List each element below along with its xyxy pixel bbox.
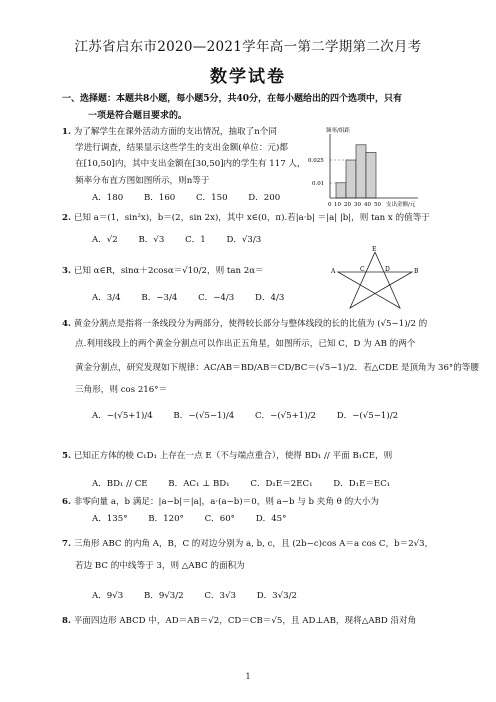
question-5-options xyxy=(92,478,408,490)
option-c: C．60° xyxy=(204,514,235,524)
question-4 xyxy=(62,318,427,330)
page-number: 1 xyxy=(245,672,251,681)
question-text: 已知正方体的棱 C₁D₁ 上存在一点 E（不与端点重合），使得 BD₁ // 平面 B₁CE，则 xyxy=(73,451,393,461)
option-a: A．√2 xyxy=(92,235,118,245)
question-4-line-2: 点.利用线段上的两个黄金分割点可以作出正五角星，如图所示，已知 C，D 为 AB 的两个 xyxy=(75,339,416,349)
question-text: 黄金分割点是指将一条线段分为两部分，使得较长部分与整体线段的长的比值为 (√5−1)/2 的 xyxy=(73,319,428,329)
question-number: 1. xyxy=(62,127,71,137)
question-4-line-3: 黄金分割点，研究发现如下规律：AC/AB＝BD/AB＝CD/BC＝(√5−1)/2．若△CDE 是顶角为 36°的等腰 xyxy=(75,363,479,373)
question-2 xyxy=(62,212,430,224)
question-number: 6. xyxy=(62,497,71,507)
question-1-line-3: 在[10,50]内，其中支出金额在[30,50]内的学生有 117 人， xyxy=(75,159,306,169)
option-d: D．4/3 xyxy=(255,293,285,303)
option-b: B．160 xyxy=(143,193,176,203)
option-b: B．120° xyxy=(148,514,184,524)
option-b: B．√3 xyxy=(138,235,165,245)
question-7-options xyxy=(92,590,315,602)
question-text: 已知 a＝(1，sin²x)，b＝(2，sin 2x)，其中 x∈(0，π).若|a·b| ＝|a| |b|，则 tan x 的值等于 xyxy=(73,213,430,223)
question-1-line-2: 学进行调查，结果显示这些学生的支出金额(单位：元)都 xyxy=(75,143,288,153)
y-tick-0025: 0.025 xyxy=(308,158,324,164)
question-8 xyxy=(62,615,416,627)
option-d: D．D₁E＝EC₁ xyxy=(333,479,391,489)
question-4-options xyxy=(92,410,416,422)
question-text: 非零向量 a，b 满足：|a−b|＝|a|，a·(a−b)＝0，则 a−b 与 b 夹角 θ 的大小为 xyxy=(73,497,379,507)
star-outline xyxy=(338,252,412,308)
exam-subtitle: 数学试卷 xyxy=(210,67,286,87)
question-number: 8. xyxy=(62,616,71,626)
question-text: 平面四边形 ABCD 中，AD＝AB＝√2，CD＝CB＝√5，且 AD⊥AB，现将△ABD 沿对角 xyxy=(73,616,417,626)
y-axis-label: 频率/组距 xyxy=(326,128,350,134)
question-3-options xyxy=(92,292,302,304)
question-6 xyxy=(62,496,379,508)
question-7-line-2: 若边 BC 的中线等于 3，则 △ABC 的面积为 xyxy=(75,561,245,571)
option-d: D．3√3/2 xyxy=(256,591,297,601)
question-4-line-4: 三角形，则 cos 216°＝ xyxy=(75,385,168,395)
option-d: D．45° xyxy=(255,514,287,524)
option-d: D．−(√5−1)/2 xyxy=(336,411,399,421)
question-5 xyxy=(62,450,392,462)
star-label-d: D xyxy=(385,266,390,273)
question-text: 三角形 ABC 的内角 A，B，C 的对边分别为 a, b, c，且 (2b−c)cos A＝a cos C，b＝2√3， xyxy=(73,539,434,549)
option-a: A．−(√5+1)/4 xyxy=(92,411,153,421)
option-d: D．√3/3 xyxy=(226,235,262,245)
star-label-c: C xyxy=(360,266,365,273)
pentagram-figure xyxy=(330,246,420,314)
section-heading-cont: 一项是符合题目要求的。 xyxy=(88,111,188,121)
question-number: 2. xyxy=(62,213,71,223)
star-label-a: A xyxy=(331,268,336,275)
exam-title: 江苏省启东市2020—2021学年高一第二学期第二次月考 xyxy=(74,39,422,55)
question-2-options xyxy=(92,234,279,246)
option-c: C．3√3 xyxy=(204,591,236,601)
question-number: 4. xyxy=(62,319,71,329)
question-1 xyxy=(62,126,277,138)
option-b: B．AC₁ ⊥ BD₁ xyxy=(168,479,230,489)
x-tick-20: 20 xyxy=(344,202,351,208)
star-label-e: E xyxy=(372,246,377,253)
x-tick-0: 0 xyxy=(328,202,332,208)
x-tick-40: 40 xyxy=(364,202,371,208)
star-label-b: B xyxy=(414,268,419,275)
x-axis-label: 支出金额/元 xyxy=(386,202,416,208)
question-text: 已知 α∈R，sinα＋2cosα＝√10/2，则 tan 2α＝ xyxy=(73,266,264,276)
question-7 xyxy=(62,538,433,550)
option-a: A．3/4 xyxy=(92,293,121,303)
histogram-bar xyxy=(366,152,376,198)
y-tick-001: 0.01 xyxy=(312,181,325,187)
option-c: C．1 xyxy=(185,235,206,245)
option-c: C．−(√5+1)/2 xyxy=(254,411,317,421)
section-heading: 一、选择题：本题共8小题，每小题5分，共40分，在每小题给出的四个选项中，只有 xyxy=(62,94,403,104)
frequency-histogram xyxy=(306,126,424,218)
option-b: B．9√3/2 xyxy=(143,591,184,601)
question-1-options xyxy=(92,192,298,204)
question-3 xyxy=(62,265,264,277)
histogram-bar xyxy=(336,183,346,198)
histogram-bar xyxy=(356,145,366,198)
x-tick-10: 10 xyxy=(334,202,341,208)
option-a: A．180 xyxy=(92,193,124,203)
x-tick-50: 50 xyxy=(374,202,381,208)
question-1-line-4: 频率分布直方图如图所示，则n等于 xyxy=(75,176,210,186)
x-tick-30: 30 xyxy=(354,202,361,208)
option-c: C．150 xyxy=(195,193,228,203)
question-6-options xyxy=(92,513,304,525)
option-c: C．−4/3 xyxy=(198,293,235,303)
option-a: A．9√3 xyxy=(92,591,124,601)
option-b: B．−(√5−1)/4 xyxy=(173,411,235,421)
option-c: C．D₁E＝2EC₁ xyxy=(250,479,313,489)
option-b: B．−3/4 xyxy=(141,293,178,303)
option-d: D．200 xyxy=(248,193,281,203)
question-text: 为了解学生在课外活动方面的支出情况，抽取了n个同 xyxy=(73,127,277,137)
histogram-bar xyxy=(346,160,356,198)
question-number: 3. xyxy=(62,266,71,276)
option-a: A．135° xyxy=(92,514,128,524)
question-number: 5. xyxy=(62,451,71,461)
question-number: 7. xyxy=(62,539,71,549)
option-a: A．BD₁ // CE xyxy=(92,479,148,489)
